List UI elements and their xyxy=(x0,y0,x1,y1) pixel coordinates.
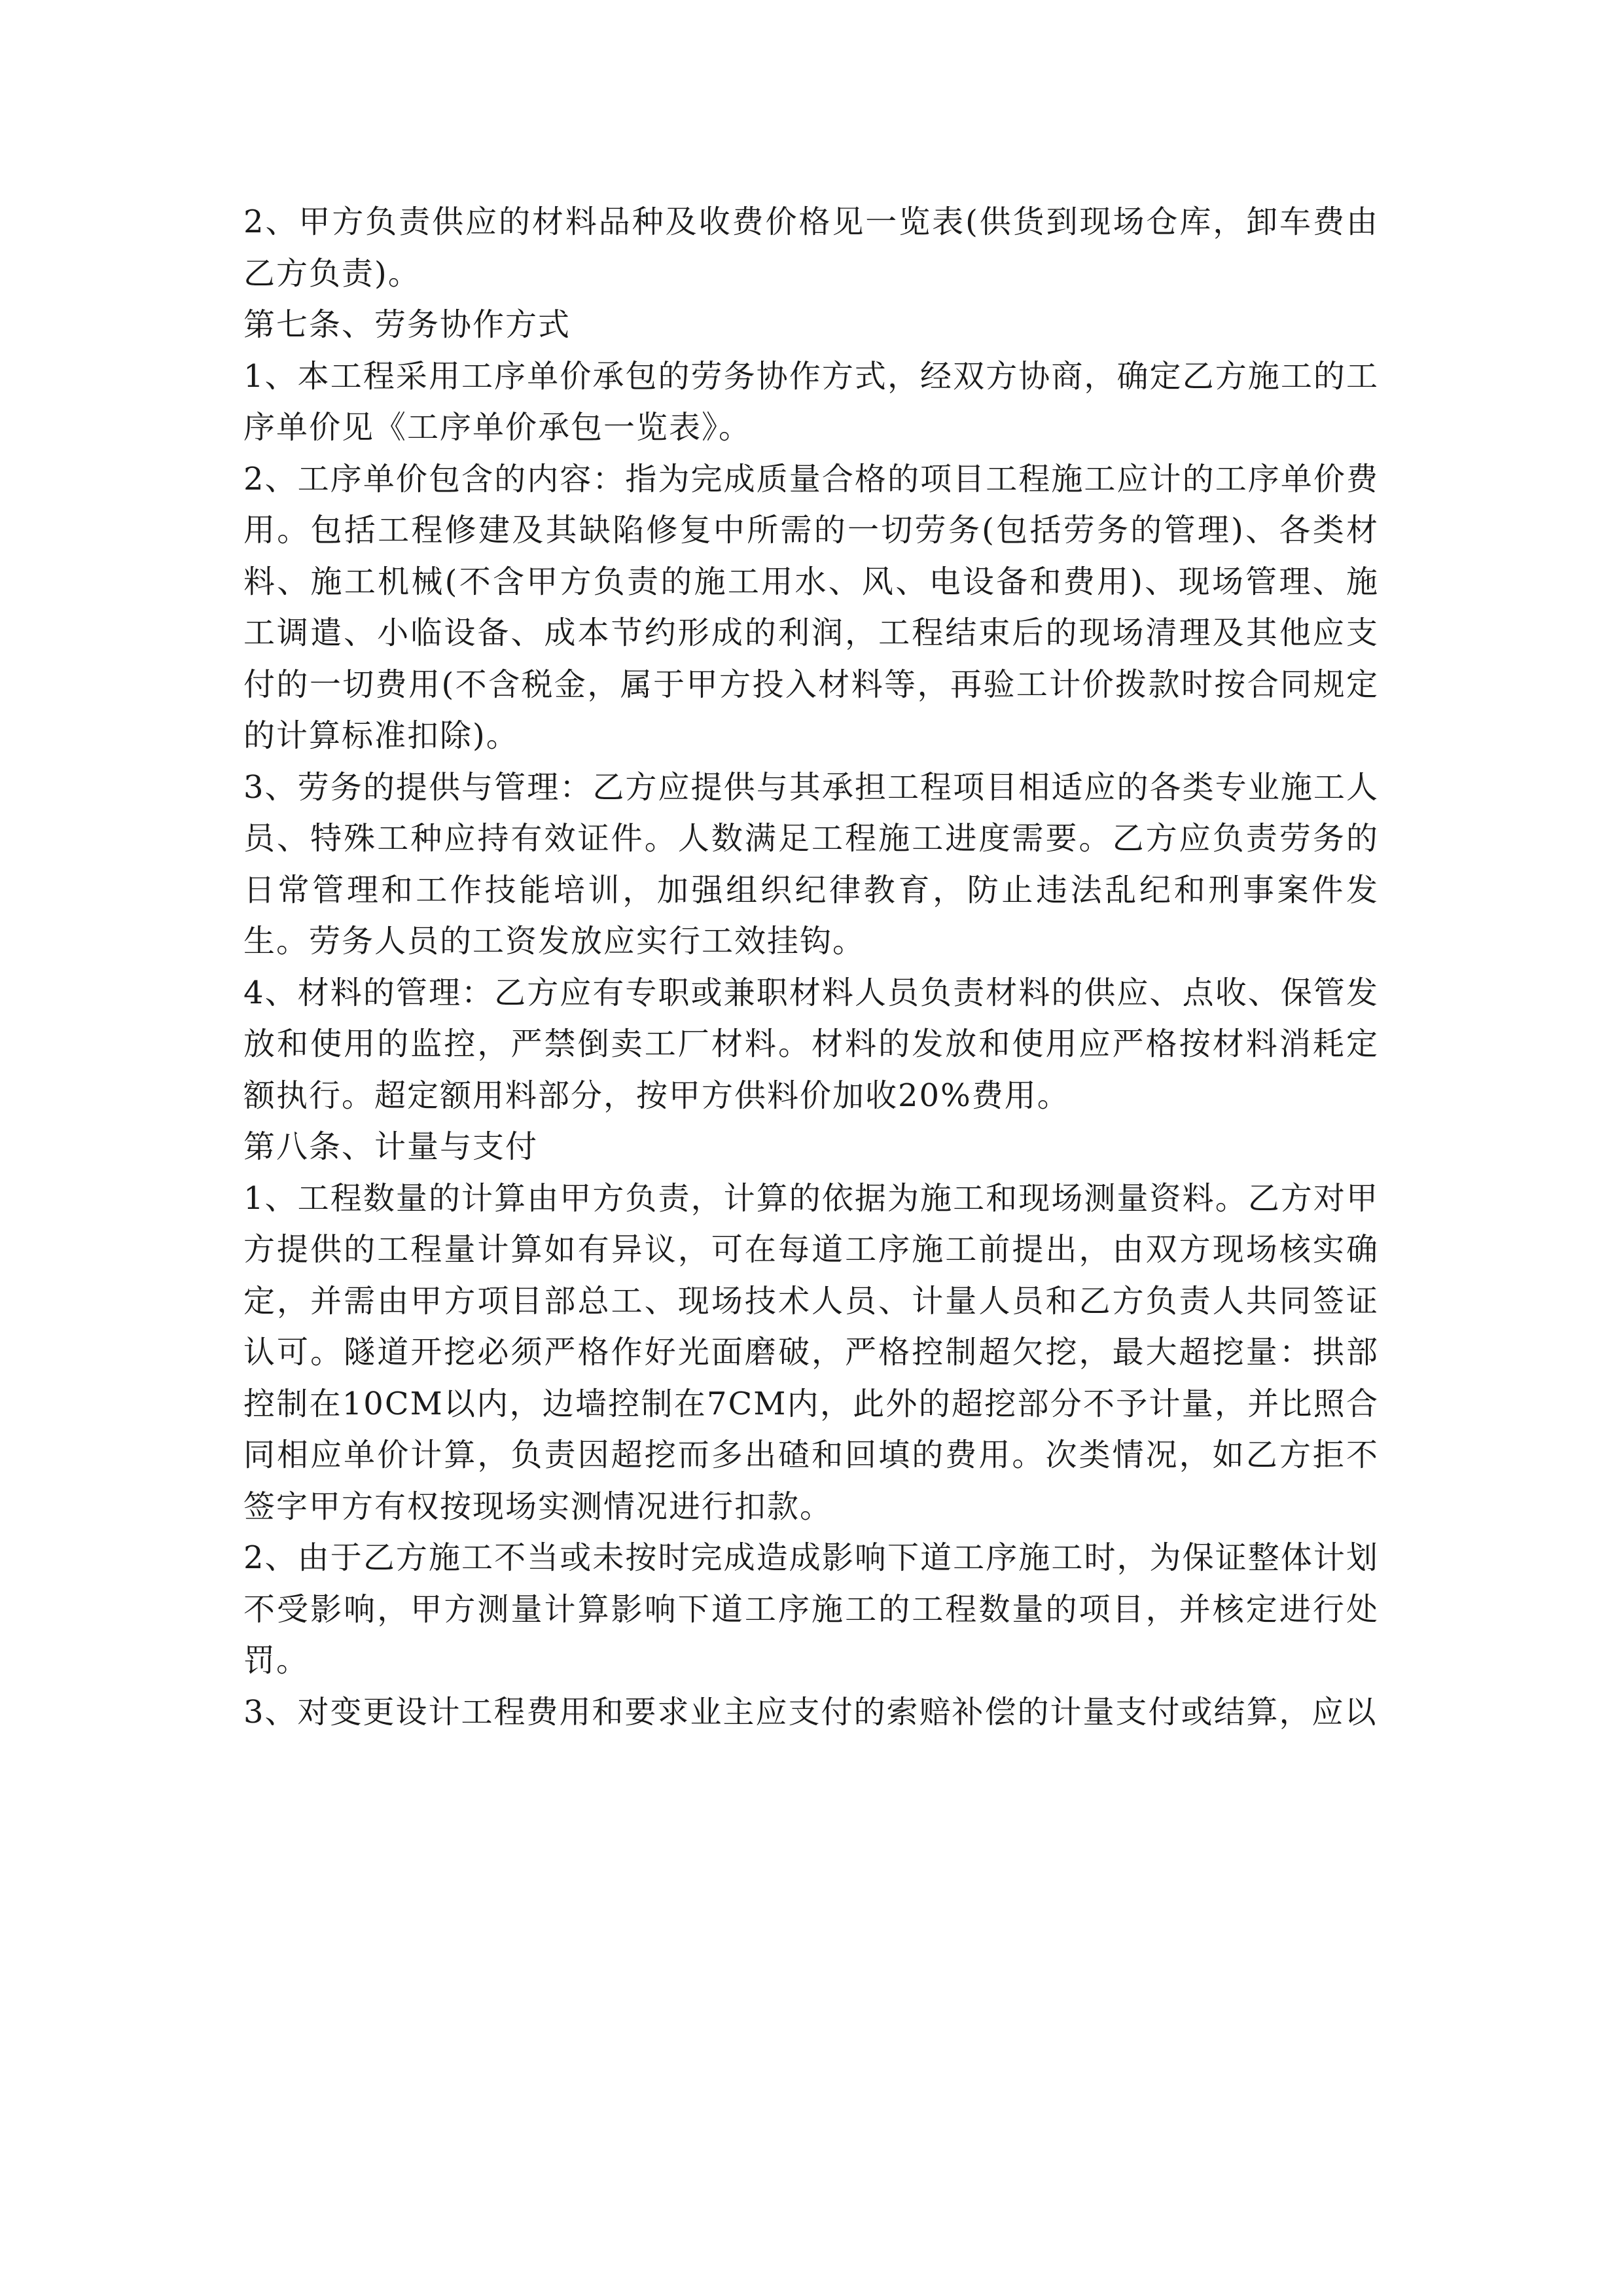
paragraph-variation-payment: 3、对变更设计工程费用和要求业主应支付的索赔补偿的计量支付或结算，应以 xyxy=(243,1693,1378,1731)
paragraph-unit-price-content: 2、工序单价包含的内容：指为完成质量合格的项目工程施工应计的工序单价费用。包括工程修建及其缺陷修复中所需的一切劳务(包括劳务的管理)、各类材料、施工机械(不含甲方负责的施工用水、风、电设备和费用)、现场管理、施工调遣、小临设备、成本节约形成的利润，工程结束后的现场清理及其他应支付的一切费用(不含税金，属于甲方投入材料等，再验工计价拨款时按合同规定的计算标准扣除)。 xyxy=(243,460,1379,754)
article-8-heading: 第八条、计量与支付 xyxy=(243,1128,539,1165)
paragraph-contract-method: 1、本工程采用工序单价承包的劳务协作方式，经双方协商，确定乙方施工的工序单价见《工序单价承包一览表》。 xyxy=(243,357,1379,446)
paragraph-labor-management: 3、劳务的提供与管理：乙方应提供与其承担工程项目相适应的各类专业施工人员、特殊工种应持有效证件。人数满足工程施工进度需要。乙方应负责劳务的日常管理和工作技能培训，加强组织纪律教育，防止违法乱纪和刑事案件发生。劳务人员的工资发放应实行工效挂钩。 xyxy=(243,768,1379,960)
paragraph-quantity-calculation: 1、工程数量的计算由甲方负责，计算的依据为施工和现场测量资料。乙方对甲方提供的工程量计算如有异议，可在每道工序施工前提出，由双方现场核实确定，并需由甲方项目部总工、现场技术人员、计量人员和乙方负责人共同签证认可。隧道开挖必须严格作好光面磨破，严格控制超欠挖，最大超挖量：拱部控制在10CM以内，边墙控制在7CM内，此外的超挖部分不予计量，并比照合同相应单价计算，负责因超挖而多出碴和回填的费用。次类情况，如乙方拒不签字甲方有权按现场实测情况进行扣款。 xyxy=(243,1179,1379,1525)
document-body xyxy=(243,196,1379,1738)
article-7-heading: 第七条、劳务协作方式 xyxy=(243,306,571,343)
paragraph-delay-penalty: 2、由于乙方施工不当或未按时完成造成影响下道工序施工时，为保证整体计划不受影响，甲方测量计算影响下道工序施工的工程数量的项目，并核定进行处罚。 xyxy=(243,1539,1379,1679)
paragraph-material-management: 4、材料的管理：乙方应有专职或兼职材料人员负责材料的供应、点收、保管发放和使用的监控，严禁倒卖工厂材料。材料的发放和使用应严格按材料消耗定额执行。超定额用料部分，按甲方供料价加收20%费用。 xyxy=(243,974,1379,1114)
paragraph-material-supply: 2、甲方负责供应的材料品种及收费价格见一览表(供货到现场仓库，卸车费由乙方负责)。 xyxy=(243,204,1379,292)
